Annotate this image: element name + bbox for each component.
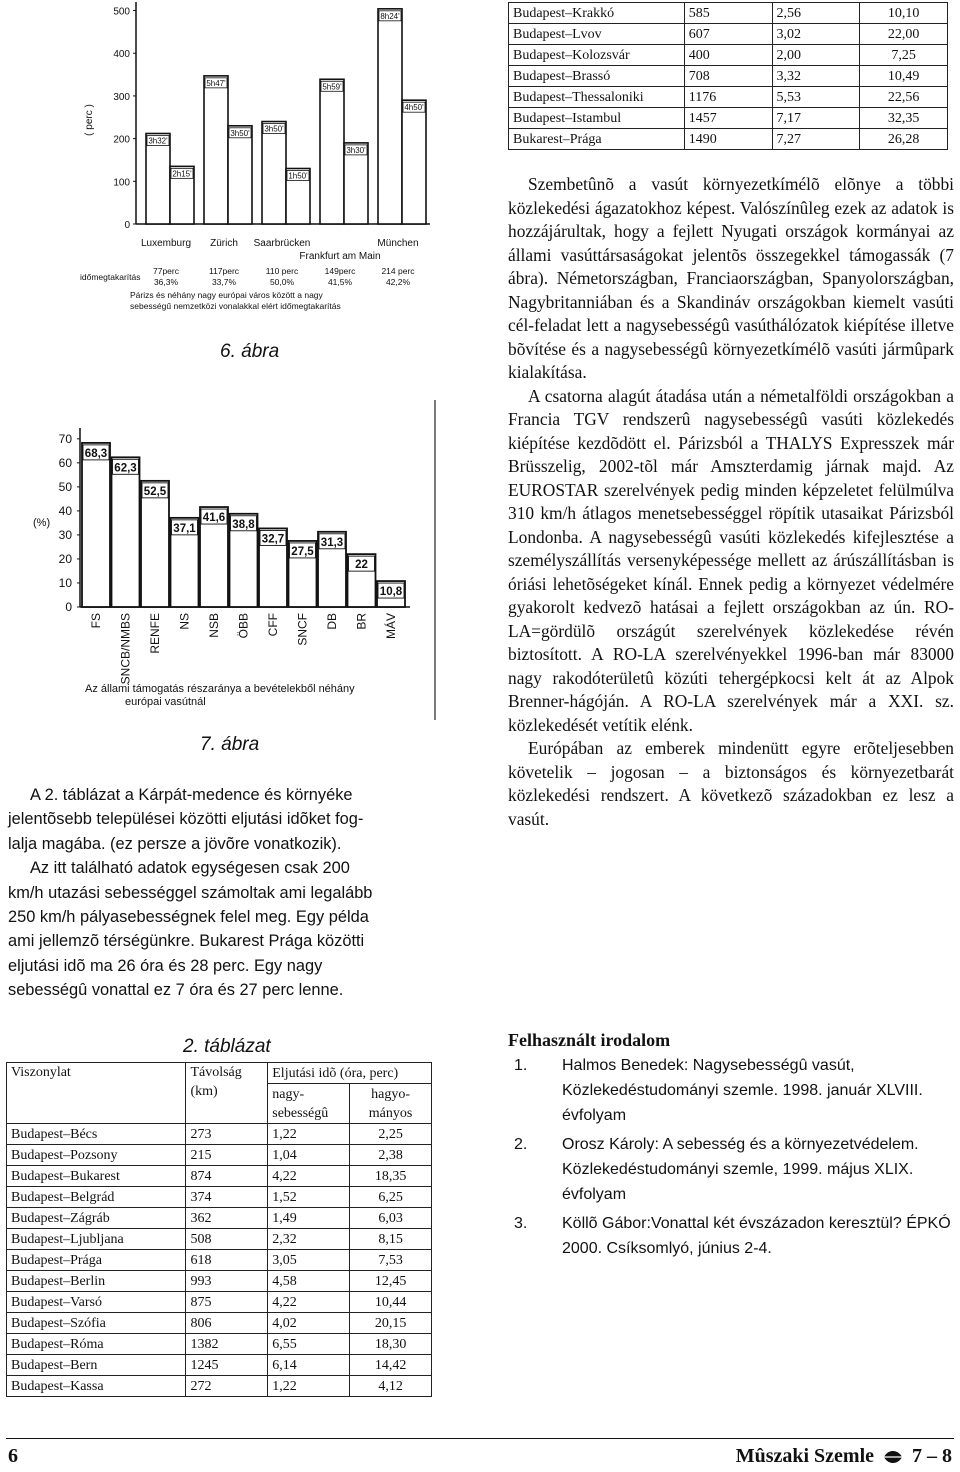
table-row bbox=[509, 66, 948, 87]
cell-slow: 18,30 bbox=[350, 1334, 432, 1355]
bar-label: 3h32' bbox=[148, 136, 168, 146]
cell-distance: 1382 bbox=[186, 1334, 268, 1355]
page-number: 6 bbox=[8, 1445, 18, 1467]
leaf-ornament-icon bbox=[882, 1448, 904, 1466]
figure-7 bbox=[25, 400, 440, 720]
cell-fast: 2,56 bbox=[772, 3, 860, 24]
savings-percent: 50,0% bbox=[269, 277, 295, 287]
bar-label: 5h47' bbox=[206, 78, 226, 88]
y-tick-label: 30 bbox=[58, 527, 72, 542]
cell-relation: Budapest–Berlin bbox=[7, 1271, 186, 1292]
bar bbox=[82, 443, 110, 607]
cell-distance: 215 bbox=[186, 1145, 268, 1166]
cell-slow: 22,56 bbox=[860, 87, 948, 108]
cell-relation: Budapest–Bukarest bbox=[7, 1166, 186, 1187]
savings-label: időmegtakarítás bbox=[80, 272, 141, 282]
x-tick-label: NS bbox=[177, 613, 192, 630]
table-2-continued bbox=[508, 2, 948, 150]
x-tick-label: SNCB/NMBS bbox=[118, 613, 133, 685]
table-row bbox=[7, 1208, 432, 1229]
left-line: ami jellemzõ térségünkre. Bukarest Prága közötti bbox=[8, 932, 365, 951]
cell-relation: Budapest–Kolozsvár bbox=[509, 45, 685, 66]
header-distance-line: (km) bbox=[190, 1084, 218, 1099]
cell-slow: 12,45 bbox=[350, 1271, 432, 1292]
table-row bbox=[509, 87, 948, 108]
y-tick-label: 0 bbox=[65, 600, 72, 614]
paragraph: Szembetûnõ a vasút környezetkímélõ elõnye a többi közlekedési ágazatokhoz képest. Valószínûleg ezek az adatok is hozzájárultak, hogy a fejlett Nyugati országok kormányai az állami vasúttársaságokat jelentõs összegekkel támogassák (7 ábra). Németországban, Franciaországban, Spanyolországban, Nagybritanniában és a Skandináv országokban kiemelt vasúti cél-feladat lett a nagysebességû vasúthálózatok kiépítése illetve bõvítése és a nagysebességû környezetkímélõ vasúti jármûpark kialakítása. bbox=[508, 174, 954, 382]
savings-minutes: 117perc bbox=[208, 266, 240, 276]
cell-slow: 20,15 bbox=[350, 1313, 432, 1334]
cell-relation: Budapest–Prága bbox=[7, 1250, 186, 1271]
cell-fast: 4,02 bbox=[268, 1313, 350, 1334]
bar-hagyomanyos bbox=[146, 133, 170, 224]
cell-fast: 7,17 bbox=[772, 108, 860, 129]
bar-nagysebessegu bbox=[402, 100, 426, 224]
y-axis-label: ( perc ) bbox=[84, 104, 95, 136]
cell-fast: 1,22 bbox=[268, 1124, 350, 1145]
journal-name bbox=[736, 1445, 952, 1468]
cell-fast: 4,58 bbox=[268, 1271, 350, 1292]
cell-slow: 10,10 bbox=[860, 3, 948, 24]
savings-minutes: 149perc bbox=[324, 266, 356, 276]
cell-relation: Budapest–Ljubljana bbox=[7, 1229, 186, 1250]
cell-relation: Budapest–Róma bbox=[7, 1334, 186, 1355]
bar-value-label: 10,8 bbox=[379, 586, 403, 599]
y-tick-label: 60 bbox=[58, 455, 72, 470]
paragraph: Európában az emberek mindenütt egyre erõteljesebben követelik – jogosan – a biztonságos és környezetbarát közlekedési rendszert. A következõ századokban ez lesz a vasút. bbox=[508, 738, 954, 829]
cell-slow: 14,42 bbox=[350, 1355, 432, 1376]
cell-slow: 7,53 bbox=[350, 1250, 432, 1271]
figure-7-footnote: európai vasútnál bbox=[125, 696, 206, 708]
cell-slow: 7,25 bbox=[860, 45, 948, 66]
cell-distance: 618 bbox=[186, 1250, 268, 1271]
cell-distance: 993 bbox=[186, 1271, 268, 1292]
cell-fast: 7,27 bbox=[772, 129, 860, 150]
bar-value-label: 52,5 bbox=[143, 485, 167, 498]
cell-relation: Budapest–Krakkó bbox=[509, 3, 685, 24]
x-tick-label: DB bbox=[325, 613, 339, 630]
cell-slow: 6,25 bbox=[350, 1187, 432, 1208]
figure-6-footnote: Párizs és néhány nagy európai város között a nagy bbox=[130, 290, 323, 300]
reference-item bbox=[508, 1053, 954, 1128]
bar-label: 5h59' bbox=[322, 82, 342, 92]
y-tick-label: 50 bbox=[58, 479, 72, 494]
header-fast-line: sebességû bbox=[272, 1105, 329, 1121]
bar-label: 3h50' bbox=[230, 128, 250, 138]
journal-issue: 7 – 8 bbox=[912, 1445, 952, 1467]
table-row bbox=[7, 1187, 432, 1208]
cell-distance: 875 bbox=[186, 1292, 268, 1313]
cell-slow: 10,44 bbox=[350, 1292, 432, 1313]
table-row bbox=[509, 129, 948, 150]
cell-distance: 1457 bbox=[684, 108, 772, 129]
cell-slow: 2,25 bbox=[350, 1124, 432, 1145]
bar-value-label: 41,6 bbox=[202, 512, 226, 525]
table-row bbox=[7, 1271, 432, 1292]
y-tick-label: 500 bbox=[113, 6, 130, 18]
table-2-header-relation: Viszonylat bbox=[7, 1063, 186, 1124]
cell-relation: Budapest–Pozsony bbox=[7, 1145, 186, 1166]
cell-slow: 4,12 bbox=[350, 1376, 432, 1397]
bar-value-label: 31,3 bbox=[320, 536, 344, 549]
bar-nagysebessegu bbox=[228, 126, 252, 224]
cell-relation: Budapest–Kassa bbox=[7, 1376, 186, 1397]
right-text bbox=[508, 173, 954, 831]
references bbox=[508, 1030, 954, 1261]
city-label: Luxemburg bbox=[140, 238, 192, 249]
figure-7-caption: 7. ábra bbox=[200, 734, 260, 755]
cell-relation: Budapest–Bern bbox=[7, 1355, 186, 1376]
cell-distance: 273 bbox=[186, 1124, 268, 1145]
cell-distance: 607 bbox=[684, 24, 772, 45]
city-label: Zürich bbox=[210, 238, 238, 249]
bar-value-label: 37,1 bbox=[173, 522, 196, 535]
bar-hagyomanyos bbox=[378, 9, 402, 224]
bar-label: 3h30' bbox=[346, 145, 366, 155]
figure-7-footnote: Az állami támogatás részaránya a bevételekből néhány bbox=[85, 683, 355, 695]
y-tick-label: 70 bbox=[58, 431, 72, 446]
table-row bbox=[7, 1334, 432, 1355]
bar-hagyomanyos bbox=[320, 79, 344, 224]
reference-item bbox=[508, 1132, 954, 1207]
reference-text: Halmos Benedek: Nagysebességû vasút, Közlekedéstudományi szemle. 1998. január XLVIII. évfolyam bbox=[562, 1057, 923, 1124]
cell-fast: 3,02 bbox=[772, 24, 860, 45]
cell-slow: 18,35 bbox=[350, 1166, 432, 1187]
bar-value-label: 32,7 bbox=[261, 533, 285, 546]
y-axis-label: (%) bbox=[33, 517, 51, 529]
table-row bbox=[509, 45, 948, 66]
bar-hagyomanyos bbox=[262, 122, 286, 224]
left-line: 250 km/h pályasebességnek felel meg. Egy példa bbox=[8, 908, 369, 927]
y-tick-label: 300 bbox=[113, 91, 130, 103]
savings-percent: 36,3% bbox=[153, 277, 179, 287]
cell-relation: Budapest–Istambul bbox=[509, 108, 685, 129]
bar-label: 8h24' bbox=[380, 11, 400, 21]
cell-distance: 1490 bbox=[684, 129, 772, 150]
savings-minutes: 77perc bbox=[153, 266, 179, 276]
table-row bbox=[7, 1313, 432, 1334]
left-paragraph bbox=[8, 783, 452, 1003]
savings-minutes: 110 perc bbox=[265, 266, 299, 276]
x-tick-label: FS bbox=[89, 613, 103, 629]
header-fast-line: nagy- bbox=[272, 1086, 305, 1102]
bar-value-label: 62,3 bbox=[114, 462, 137, 475]
table-row bbox=[509, 3, 948, 24]
bar-label: 4h50' bbox=[404, 103, 424, 113]
savings-minutes: 214 perc bbox=[381, 266, 415, 276]
x-tick-label: ÖBB bbox=[236, 613, 251, 639]
left-line: eljutási idõ ma 26 óra és 28 perc. Egy nagy bbox=[8, 956, 323, 975]
left-line: lalja magába. (ez persze a jövõre vonatkozik). bbox=[8, 834, 342, 853]
table-row bbox=[7, 1355, 432, 1376]
table-row bbox=[7, 1376, 432, 1397]
cell-relation: Bukarest–Prága bbox=[509, 129, 685, 150]
savings-percent: 42,2% bbox=[385, 277, 411, 287]
table-2-header-distance bbox=[186, 1063, 268, 1124]
cell-fast: 4,22 bbox=[268, 1166, 350, 1187]
reference-text: Köllõ Gábor:Vonattal két évszázadon keresztül? ÉPKÓ 2000. Csíksomlyó, június 2-4. bbox=[562, 1215, 951, 1257]
bar-label: 2h15' bbox=[172, 169, 192, 179]
cell-fast: 1,52 bbox=[268, 1187, 350, 1208]
table-2-continued-body bbox=[509, 3, 948, 150]
savings-percent: 33,7% bbox=[211, 277, 237, 287]
cell-distance: 1176 bbox=[684, 87, 772, 108]
left-line: km/h utazási sebességgel számoltak ami legalább bbox=[8, 883, 373, 902]
cell-distance: 272 bbox=[186, 1376, 268, 1397]
cell-slow: 22,00 bbox=[860, 24, 948, 45]
cell-fast: 1,22 bbox=[268, 1376, 350, 1397]
figure-6-caption: 6. ábra bbox=[220, 341, 280, 362]
left-line: sebességû vonattal ez 7 óra és 27 perc lenne. bbox=[8, 981, 344, 1000]
journal-title: Mûszaki Szemle bbox=[735, 1445, 874, 1467]
table-row bbox=[7, 1145, 432, 1166]
y-tick-label: 20 bbox=[58, 551, 72, 566]
bar bbox=[112, 457, 140, 607]
cell-distance: 362 bbox=[186, 1208, 268, 1229]
x-tick-label: RENFE bbox=[148, 613, 162, 654]
cell-relation: Budapest–Szófia bbox=[7, 1313, 186, 1334]
table-row bbox=[7, 1250, 432, 1271]
cell-relation: Budapest–Belgrád bbox=[7, 1187, 186, 1208]
table-2-header-fast bbox=[268, 1084, 350, 1124]
cell-slow: 32,35 bbox=[860, 108, 948, 129]
reference-number: 1. bbox=[514, 1057, 528, 1074]
bar-label: 1h50' bbox=[288, 171, 308, 181]
header-slow-line: hagyo- bbox=[371, 1086, 411, 1102]
cell-fast: 6,14 bbox=[268, 1355, 350, 1376]
x-tick-label: MÁV bbox=[384, 613, 398, 640]
figure-6-footnote: sebességű nemzetközi vonalakkal elért időmegtakarítás bbox=[130, 301, 341, 311]
table-row bbox=[7, 1166, 432, 1187]
cell-relation: Budapest–Varsó bbox=[7, 1292, 186, 1313]
x-tick-label: NSB bbox=[207, 613, 221, 638]
reference-text: Orosz Károly: A sebesség és a környezetvédelem. Közlekedéstudományi szemle, 1999. május XLIX. évfolyam bbox=[562, 1136, 919, 1203]
cell-distance: 708 bbox=[684, 66, 772, 87]
y-tick-label: 100 bbox=[113, 177, 130, 189]
cell-relation: Budapest–Lvov bbox=[509, 24, 685, 45]
cell-fast: 1,49 bbox=[268, 1208, 350, 1229]
y-tick-label: 10 bbox=[58, 575, 72, 590]
reference-number: 2. bbox=[514, 1136, 528, 1153]
reference-item bbox=[508, 1211, 954, 1261]
header-slow-line: mányos bbox=[368, 1105, 413, 1121]
table-2 bbox=[6, 1062, 432, 1397]
cell-relation: Budapest–Zágráb bbox=[7, 1208, 186, 1229]
cell-slow: 8,15 bbox=[350, 1229, 432, 1250]
footer-rule bbox=[6, 1438, 954, 1439]
cell-fast: 5,53 bbox=[772, 87, 860, 108]
figure-6 bbox=[80, 0, 440, 330]
y-tick-label: 200 bbox=[113, 134, 130, 146]
x-tick-label: CFF bbox=[266, 613, 280, 637]
y-tick-label: 0 bbox=[124, 220, 130, 231]
cell-fast: 3,05 bbox=[268, 1250, 350, 1271]
cell-distance: 806 bbox=[186, 1313, 268, 1334]
table-2-title: 2. táblázat bbox=[183, 1036, 271, 1057]
table-2-header-time: Eljutási idõ (óra, perc) bbox=[268, 1063, 432, 1084]
cell-distance: 374 bbox=[186, 1187, 268, 1208]
cell-distance: 508 bbox=[186, 1229, 268, 1250]
x-tick-label: BR bbox=[354, 613, 369, 630]
cell-fast: 2,32 bbox=[268, 1229, 350, 1250]
bar-label: 3h50' bbox=[264, 124, 284, 134]
paragraph: A csatorna alagút átadása után a németalföldi országokban a Francia TGV rendszerû nagysebességû vasúti közlekedés kiépítése kezdõdött el. Párizsból a THALYS Expresszek már Brüsszelig, 2002-tõl már Amszterdamig járnak majd. Az EUROSTAR szerelvények pedig minden képzeletet felülmúlva 310 km/h átlagos menetsebességgel röpítik utasaikat Párizsból Londonba. A nagysebességû vasúti közlekedés kifejlesztése a személyszállítás versenyképessége mellett az árúszállításban is óriási lehetõségeket kínál. Ennek pedig a környezet védelmére gyakorolt kedvezõ hatásai a fejlett országokban az ún. RO-LA=gördülõ országút szerelvények közlekedése révén biztosított. A RO-LA szerelvényekkel 1996-ban már 83000 nagy rakodóterületû közúti tehergépkocsi kelt át az Alpok Brenner-hágóján. A RO-LA szerelvények már a XXI. sz. közlekedését vetítik elénk. bbox=[508, 385, 954, 735]
cell-distance: 400 bbox=[684, 45, 772, 66]
left-line: jelentõsebb települései közötti eljutási idõket fog- bbox=[8, 810, 364, 829]
city-label: Saarbrücken bbox=[253, 238, 311, 249]
bar bbox=[141, 481, 169, 607]
table-2-header-slow bbox=[350, 1084, 432, 1124]
cell-distance: 874 bbox=[186, 1166, 268, 1187]
cell-fast: 2,00 bbox=[772, 45, 860, 66]
cell-slow: 6,03 bbox=[350, 1208, 432, 1229]
cell-slow: 26,28 bbox=[860, 129, 948, 150]
cell-relation: Budapest–Brassó bbox=[509, 66, 685, 87]
table-2-body bbox=[7, 1124, 432, 1397]
cell-distance: 1245 bbox=[186, 1355, 268, 1376]
city-label: München bbox=[377, 238, 419, 249]
cell-fast: 1,04 bbox=[268, 1145, 350, 1166]
figure-6-chart bbox=[80, 0, 440, 330]
cell-fast: 4,22 bbox=[268, 1292, 350, 1313]
bar-hagyomanyos bbox=[204, 76, 228, 224]
cell-distance: 585 bbox=[684, 3, 772, 24]
cell-slow: 2,38 bbox=[350, 1145, 432, 1166]
cell-slow: 10,49 bbox=[860, 66, 948, 87]
left-line: A 2. táblázat a Kárpát-medence és környéke bbox=[30, 786, 353, 804]
x-tick-label: SNCF bbox=[295, 613, 310, 646]
reference-number: 3. bbox=[514, 1215, 528, 1232]
bar-value-label: 38,8 bbox=[232, 518, 255, 531]
figure-7-chart bbox=[25, 400, 440, 720]
cell-relation: Budapest–Bécs bbox=[7, 1124, 186, 1145]
cell-relation: Budapest–Thessaloniki bbox=[509, 87, 685, 108]
bar-value-label: 68,3 bbox=[84, 447, 108, 460]
table-row bbox=[7, 1292, 432, 1313]
y-tick-label: 40 bbox=[58, 503, 72, 518]
city-label: Frankfurt am Main bbox=[299, 251, 381, 262]
references-title: Felhasznált irodalom bbox=[508, 1030, 671, 1050]
header-distance-line: Távolság bbox=[190, 1065, 242, 1080]
savings-percent: 41,5% bbox=[327, 277, 353, 287]
cell-fast: 6,55 bbox=[268, 1334, 350, 1355]
cell-fast: 3,32 bbox=[772, 66, 860, 87]
table-row bbox=[509, 24, 948, 45]
y-tick-label: 400 bbox=[113, 49, 130, 61]
left-line: Az itt található adatok egységesen csak 200 bbox=[30, 859, 350, 878]
table-row bbox=[509, 108, 948, 129]
table-row bbox=[7, 1124, 432, 1145]
bar-value-label: 22 bbox=[355, 559, 368, 572]
table-row bbox=[7, 1229, 432, 1250]
bar-value-label: 27,5 bbox=[291, 545, 314, 558]
